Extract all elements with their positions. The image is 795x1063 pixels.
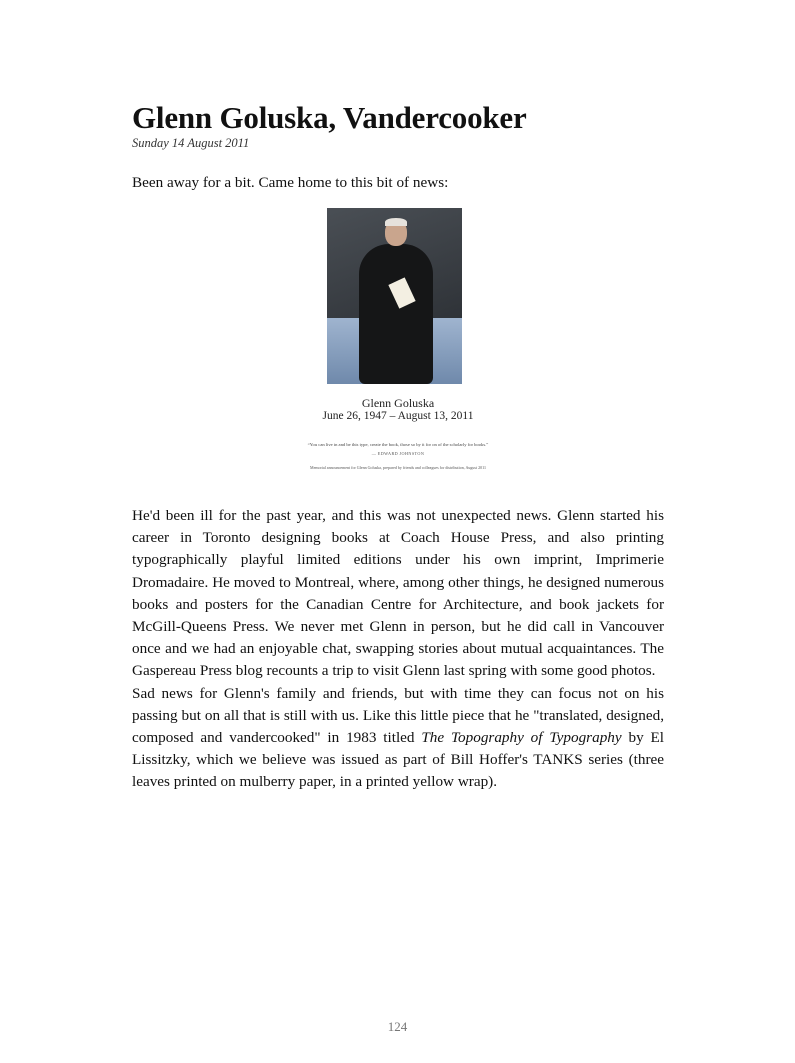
portrait-photo [327,208,462,384]
caption-attribution: — EDWARD JOHNSTON [371,451,425,456]
body-paragraph-1: He'd been ill for the past year, and this was not unexpected news. Glenn started his career in Toronto designing books at Coach House Press, and also printing typographically playful limited editions under his own imprint, Imprimerie Dromadaire. He moved to Montreal, where, among other things, he designed numerous books and posters for the Canadian Centre for Architecture, and book jackets for McGill-Queens Press. We never met Glenn in person, but he did call in Vancouver once and we had an enjoyable chat, swapping stories about mutual acquaintances. The Gaspereau Press blog recounts a trip to visit Glenn last spring with some good photos. [132,507,664,680]
photo-figure-body [359,244,433,384]
caption-quote: “You can live in and be this type, create the book, those so by it for on of the scholarly for books.” [307,442,489,447]
caption-name: Glenn Goluska [361,396,435,410]
article-body [132,505,664,794]
caption-footer: Memorial announcement for Glenn Goluska, prepared by friends and colleagues for distribution, August 2011 [310,465,486,470]
caption-dates: June 26, 1947 – August 13, 2011 [322,410,474,422]
photo-figure-hair [385,218,407,226]
memorial-figure [132,208,664,478]
book-title: The Topography of Typography [421,729,622,747]
body-paragraph-2 [132,683,664,794]
article [132,100,664,791]
body-paragraph-2-end: by El Lissitzky, which we believe was issued as part of Bill Hoffer's TANKS series (three leaves printed on mulberry paper, in a printed yellow wrap). [132,729,664,791]
post-date: Sunday 14 August 2011 [132,136,250,150]
page-number: 124 [387,1019,408,1034]
intro-paragraph: Been away for a bit. Came home to this bit of news: [132,174,449,191]
body-paragraph-2-start: Sad news for Glenn's family and friends, but with time they can focus not on his passing but on all that is still with us. Like this little piece that he "translated, designed, composed and vandercooked" in 1983 titled [132,684,664,747]
post-title: Glenn Goluska, Vandercooker [132,100,527,135]
